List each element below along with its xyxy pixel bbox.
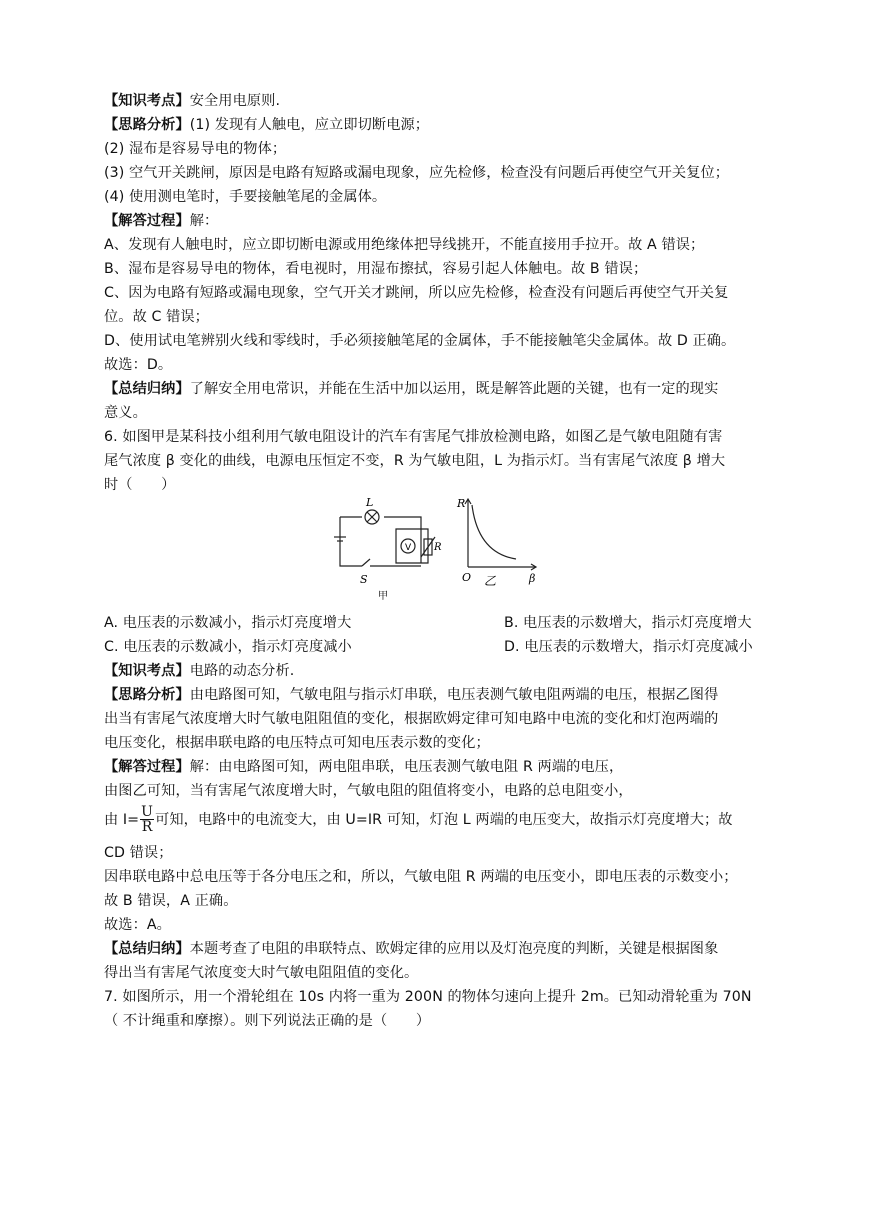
knowledge-point-text: 电路的动态分析.	[189, 663, 295, 679]
process-text: 由 I=	[104, 812, 140, 828]
knowledge-point-line	[104, 89, 280, 113]
process-text: 解：由电路图可知，两电阻串联，电压表测气敏电阻 R 两端的电压，	[189, 759, 624, 775]
summary-text: 得出当有害尾气浓度变大时气敏电阻阻值的变化。	[104, 965, 419, 981]
graph-y-label: R	[457, 497, 466, 510]
summary-tag: 【总结归纳】	[104, 381, 190, 397]
analysis-text: (4) 使用测电笔时，手要接触笔尾的金属体。	[104, 189, 387, 205]
option-b: B. 电压表的示数增大，指示灯亮度增大	[504, 615, 752, 631]
figure-jia-caption: 甲	[378, 591, 388, 602]
graph-x-label: β	[529, 572, 536, 585]
solution-option-d: D、使用试电笔辨别火线和零线时，手必须接触笔尾的金属体，手不能接触笔尖金属体。故 D 正确。	[104, 333, 736, 349]
analysis-tag: 【思路分析】	[104, 687, 190, 703]
switch-label: S	[360, 573, 368, 586]
process-text: 可知，电路中的电流变大，由 U=IR 可知，灯泡 L 两端的电压变大，故指示灯亮度增大；故	[155, 812, 733, 828]
solution-option-c-cont: 位。故 C 错误；	[104, 309, 209, 325]
graph-origin-label: O	[462, 571, 472, 584]
process-text: 因串联电路中总电压等于各分电压之和，所以，气敏电阻 R 两端的电压变小，即电压表的示数变小；	[104, 869, 738, 885]
question-6-figure	[326, 491, 544, 603]
option-row	[104, 635, 753, 659]
option-c: C. 电压表的示数减小，指示灯亮度减小	[104, 639, 352, 655]
resistance-graph	[465, 499, 536, 570]
ohm-law-fraction	[140, 806, 154, 834]
process-text: 解：	[189, 213, 219, 229]
knowledge-point-line	[104, 659, 294, 683]
analysis-text: (1) 发现有人触电，应立即切断电源；	[189, 117, 430, 133]
question-6-stem: 时（ ）	[104, 477, 176, 493]
answer-choice: 故选：A。	[104, 917, 171, 933]
fraction-denominator: R	[141, 819, 153, 835]
process-tag: 【解答过程】	[104, 213, 190, 229]
answer-choice: 故选：D。	[104, 357, 173, 373]
knowledge-point-text: 安全用电原则.	[189, 93, 281, 109]
graph-curve	[472, 505, 516, 559]
lamp-label: L	[366, 496, 374, 509]
process-tag: 【解答过程】	[104, 759, 190, 775]
circuit-diagram	[334, 510, 435, 566]
summary-text: 了解安全用电常识，并能在生活中加以运用，既是解答此题的关键，也有一定的现实	[189, 381, 719, 397]
analysis-text: (3) 空气开关跳闸，原因是电路有短路或漏电现象，应先检修，检查没有问题后再使空气开关复位；	[104, 165, 730, 181]
summary-line	[104, 377, 718, 401]
question-7-stem: （ 不计绳重和摩擦）。则下列说法正确的是（ ）	[104, 1013, 431, 1029]
analysis-line	[104, 113, 429, 137]
analysis-tag: 【思路分析】	[104, 117, 190, 133]
process-line	[104, 755, 623, 779]
solution-option-a: A、发现有人触电时，应立即切断电源或用绝缘体把导线挑开，不能直接用手拉开。故 A 错误；	[104, 237, 705, 253]
option-a: A. 电压表的示数减小，指示灯亮度增大	[104, 615, 352, 631]
question-6-stem: 6. 如图甲是某科技小组利用气敏电阻设计的汽车有害尾气排放检测电路，如图乙是气敏电阻随有害	[104, 429, 723, 445]
process-text: 由图乙可知，当有害尾气浓度增大时，气敏电阻的阻值将变小，电路的总电阻变小，	[104, 783, 633, 799]
switch-icon	[362, 559, 370, 566]
figure-yi-caption: 乙	[484, 574, 497, 588]
analysis-text: 出当有害尾气浓度增大时气敏电阻阻值的变化，根据欧姆定律可知电路中电流的变化和灯泡两端的	[104, 711, 719, 727]
summary-line	[104, 937, 718, 961]
summary-text: 本题考查了电阻的串联特点、欧姆定律的应用以及灯泡亮度的判断，关键是根据图象	[189, 941, 719, 957]
option-d: D. 电压表的示数增大，指示灯亮度减小	[504, 639, 753, 655]
knowledge-point-tag: 【知识考点】	[104, 663, 190, 679]
analysis-text: (2) 湿布是容易导电的物体；	[104, 141, 287, 157]
process-text: CD 错误；	[104, 845, 173, 861]
process-line	[104, 209, 218, 233]
analysis-text: 电压变化，根据串联电路的电压特点可知电压表示数的变化；	[104, 735, 490, 751]
process-formula-line	[104, 803, 733, 837]
analysis-text: 由电路图可知，气敏电阻与指示灯串联，电压表测气敏电阻两端的电压，根据乙图得	[189, 687, 719, 703]
analysis-line	[104, 683, 718, 707]
question-7-stem: 7. 如图所示，用一个滑轮组在 10s 内将一重为 200N 的物体匀速向上提升 2m。已知动滑轮重为 70N	[104, 989, 752, 1005]
resistor-label: R	[434, 542, 442, 553]
option-row	[104, 611, 752, 635]
circuit-and-graph-diagram	[326, 491, 544, 603]
question-6-stem: 尾气浓度 β 变化的曲线，电源电压恒定不变，R 为气敏电阻，L 为指示灯。当有害尾气浓度 β 增大	[104, 453, 726, 469]
summary-text: 意义。	[104, 405, 147, 421]
summary-tag: 【总结归纳】	[104, 941, 190, 957]
process-text: 故 B 错误，A 正确。	[104, 893, 238, 909]
voltmeter-label: V	[405, 543, 412, 553]
solution-option-b: B、湿布是容易导电的物体，看电视时，用湿布擦拭，容易引起人体触电。故 B 错误；	[104, 261, 648, 277]
fraction-numerator: U	[141, 804, 154, 820]
knowledge-point-tag: 【知识考点】	[104, 93, 190, 109]
solution-option-c: C、因为电路有短路或漏电现象，空气开关才跳闸，所以应先检修，检查没有问题后再使空气开关复	[104, 285, 729, 301]
